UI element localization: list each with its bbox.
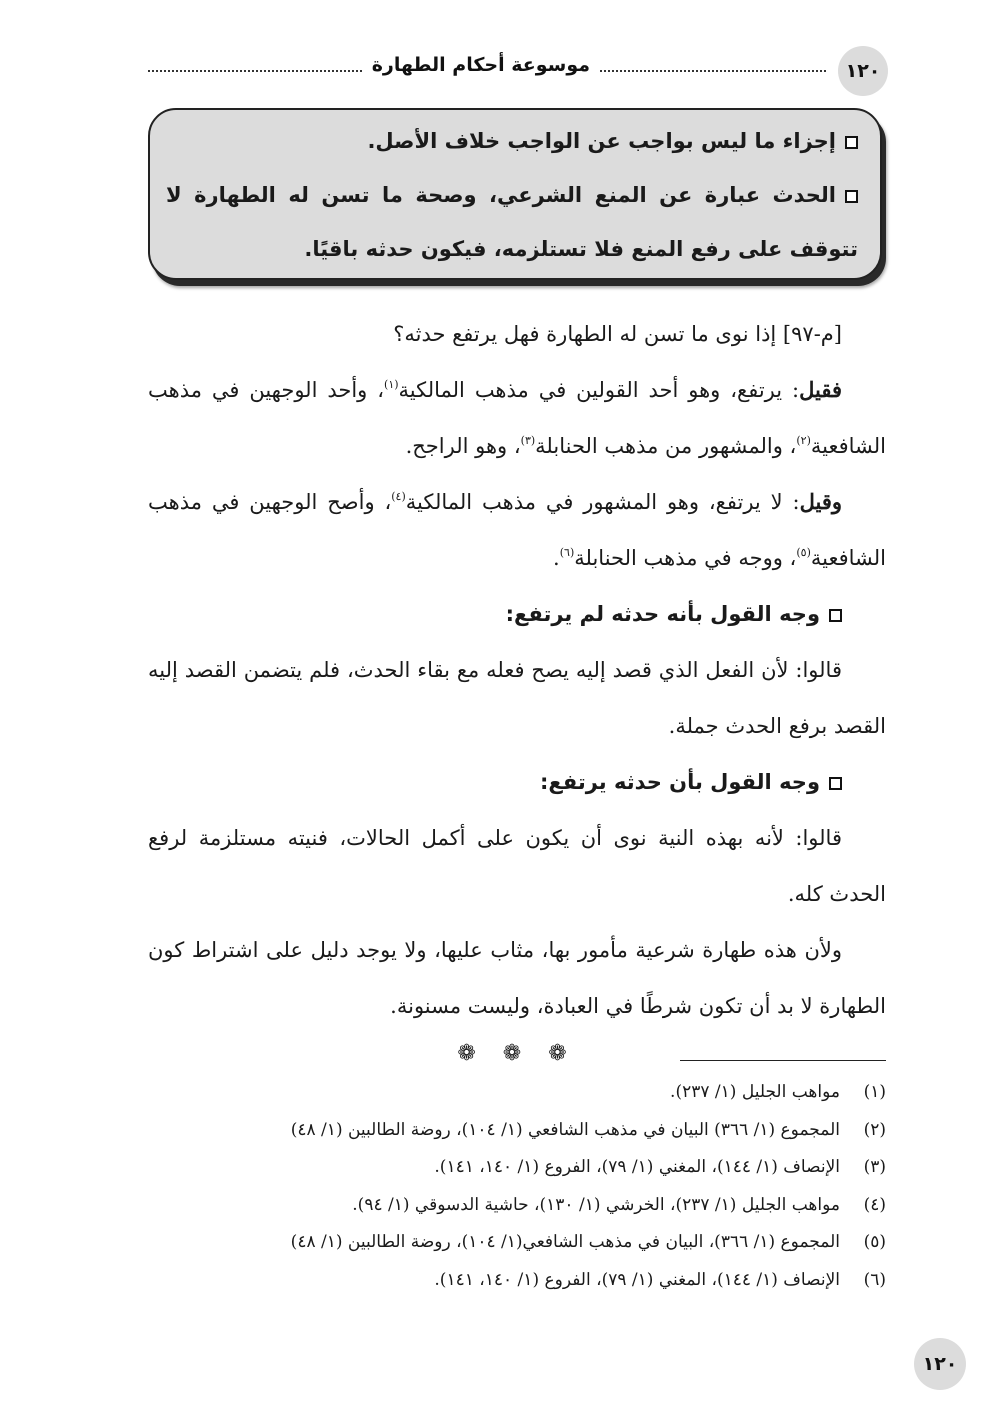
summary-item xyxy=(166,114,858,168)
footnote-ref[interactable]: (١) xyxy=(384,378,399,391)
checkbox-square-icon xyxy=(829,777,842,790)
argument-paragraph: قالوا: لأنه بهذه النية نوى أن يكون على أكمل الحالات، فنيته مستلزمة لرفع الحدث كله. xyxy=(148,826,886,906)
footnote-text: مواهب الجليل (١/ ٢٣٧)، الخرشي (١/ ١٣٠)، حاشية الدسوقي (١/ ٩٤). xyxy=(352,1194,840,1215)
footnote-number: (٢) xyxy=(863,1119,886,1140)
summary-item-text: الحدث عبارة عن المنع الشرعي، وصحة ما تسن له الطهارة لا تتوقف على رفع المنع فلا تستلزمه، فيكون حدثه باقيًا. xyxy=(166,183,858,261)
footnotes xyxy=(148,1074,886,1299)
argument-paragraph: ولأن هذه طهارة شرعية مأمور بها، مثاب عليها، ولا يوجد دليل على اشتراط كون الطهارة لا بد أن تكون شرطًا في العبادة، وليست مسنونة. xyxy=(148,938,886,1018)
summary-item-text: إجزاء ما ليس بواجب عن الواجب خلاف الأصل. xyxy=(367,129,836,153)
checkbox-square-icon xyxy=(845,136,858,149)
opinion-text: ، والمشهور من مذهب الحنابلة xyxy=(535,434,797,458)
page-number-badge-bottom: ١٢٠ xyxy=(914,1338,966,1390)
footnote-text: الإنصاف (١/ ١٤٤)، المغني (١/ ٧٩)، الفروع (١/ ١٤٠، ١٤١). xyxy=(434,1269,840,1290)
opinion-text: : يرتفع، وهو أحد القولين في مذهب المالكية xyxy=(398,378,800,402)
summary-item xyxy=(166,168,858,276)
footnote-item xyxy=(148,1262,886,1300)
opinion-text: . xyxy=(553,546,560,570)
footnote-text: المجموع (١/ ٣٦٦)، البيان في مذهب الشافعي(١/ ١٠٤)، روضة الطالبين (١/ ٤٨) xyxy=(290,1232,840,1252)
footnote-item xyxy=(148,1074,886,1112)
main-text xyxy=(148,306,886,1074)
opinion-text: : لا يرتفع، وهو المشهور في مذهب المالكية xyxy=(405,490,800,514)
page-header xyxy=(148,46,888,96)
footnote-number: (٦) xyxy=(863,1269,886,1290)
opinion-lead: فقيل xyxy=(799,377,842,402)
footnote-text: المجموع (١/ ٣٦٦) البيان في مذهب الشافعي (١/ ١٠٤)، روضة الطالبين (١/ ٤٨) xyxy=(290,1119,840,1140)
footnote-item xyxy=(148,1224,886,1262)
footnote-text: مواهب الجليل (١/ ٢٣٧). xyxy=(670,1082,840,1102)
footnote-ref[interactable]: (٢) xyxy=(796,434,811,447)
checkbox-square-icon xyxy=(845,190,858,203)
footnote-rule xyxy=(680,1060,886,1061)
summary-box xyxy=(148,108,882,280)
section-heading-text: وجه القول بأن حدثه يرتفع: xyxy=(539,770,820,794)
checkbox-square-icon xyxy=(829,609,842,622)
opinion-text: ، ووجه في مذهب الحنابلة xyxy=(574,546,797,570)
footnote-number: (٥) xyxy=(863,1232,886,1252)
footnote-number: (١) xyxy=(863,1082,886,1102)
footnote-ref[interactable]: (٦) xyxy=(559,546,575,559)
footnote-number: (٤) xyxy=(863,1194,886,1215)
footnote-item xyxy=(148,1112,886,1150)
footnote-ref[interactable]: (٥) xyxy=(796,546,811,559)
section-heading xyxy=(148,754,886,810)
opinion-text: ، وهو الراجح. xyxy=(405,434,521,458)
issue-question: [م-٩٧] إذا نوى ما تسن له الطهارة فهل يرتفع حدثه؟ xyxy=(393,322,842,346)
footnote-text: الإنصاف (١/ ١٤٤)، المغني (١/ ٧٩)، الفروع (١/ ١٤٠، ١٤١). xyxy=(434,1157,840,1177)
footnote-ref[interactable]: (٤) xyxy=(391,490,406,503)
footnote-ref[interactable]: (٣) xyxy=(520,434,536,447)
running-title: موسوعة أحكام الطهارة xyxy=(364,54,598,76)
opinion-lead: وقيل xyxy=(799,489,842,514)
footnote-item xyxy=(148,1187,886,1225)
argument-paragraph: قالوا: لأن الفعل الذي قصد إليه يصح فعله مع بقاء الحدث، فلم يتضمن القصد إليه القصد برفع الحدث جملة. xyxy=(148,658,886,738)
opinion-paragraph xyxy=(148,362,886,474)
ornament-separator: ❁ ❁ ❁ xyxy=(457,1041,577,1066)
section-heading xyxy=(148,586,886,642)
footnote-item xyxy=(148,1149,886,1187)
opinion-text: ، وأحد الوجهين في مذهب الشافعية xyxy=(148,378,886,458)
footnote-number: (٣) xyxy=(863,1157,886,1177)
section-heading-text: وجه القول بأنه حدثه لم يرتفع: xyxy=(505,602,820,626)
opinion-paragraph xyxy=(148,474,886,586)
page-number-badge: ١٢٠ xyxy=(838,46,888,96)
opinion-text: ، وأصح الوجهين في مذهب الشافعية xyxy=(148,490,886,570)
